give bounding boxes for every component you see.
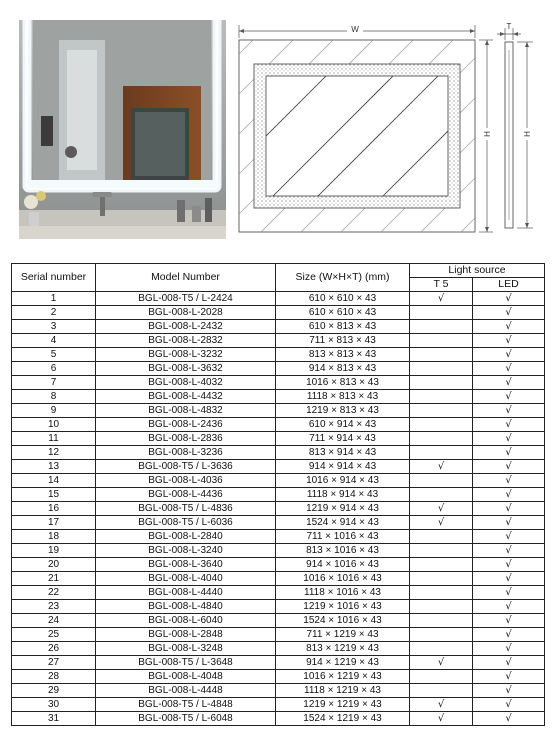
t5-check-cell [410, 376, 473, 390]
led-check-cell: √ [473, 516, 545, 530]
size-cell: 1016 × 1219 × 43 [276, 670, 410, 684]
product-photo [19, 20, 226, 239]
table-row [12, 530, 545, 544]
led-check-cell: √ [473, 306, 545, 320]
size-cell: 813 × 1016 × 43 [276, 544, 410, 558]
t5-check-cell [410, 474, 473, 488]
t5-check-cell: √ [410, 292, 473, 306]
led-check-cell: √ [473, 446, 545, 460]
table-row [12, 376, 545, 390]
t5-check-cell [410, 432, 473, 446]
specification-table [11, 263, 545, 726]
size-cell: 711 × 1219 × 43 [276, 628, 410, 642]
table-row [12, 558, 545, 572]
table-row [12, 404, 545, 418]
size-cell: 914 × 914 × 43 [276, 460, 410, 474]
model-cell: BGL-008-T5 / L-3636 [96, 460, 276, 474]
model-cell: BGL-008-L-4032 [96, 376, 276, 390]
serial-cell: 16 [12, 502, 96, 516]
table-row [12, 614, 545, 628]
table-row [12, 334, 545, 348]
table-row [12, 320, 545, 334]
size-cell: 1524 × 914 × 43 [276, 516, 410, 530]
model-cell: BGL-008-L-3632 [96, 362, 276, 376]
header-light-source: Light source [410, 264, 545, 278]
serial-cell: 2 [12, 306, 96, 320]
led-check-cell: √ [473, 600, 545, 614]
led-check-cell: √ [473, 404, 545, 418]
size-cell: 711 × 1016 × 43 [276, 530, 410, 544]
t5-check-cell: √ [410, 516, 473, 530]
table-body [12, 292, 545, 726]
header-size: Size (W×H×T) (mm) [276, 264, 410, 292]
t5-check-cell: √ [410, 698, 473, 712]
model-cell: BGL-008-T5 / L-6036 [96, 516, 276, 530]
size-cell: 1219 × 914 × 43 [276, 502, 410, 516]
serial-cell: 14 [12, 474, 96, 488]
t5-check-cell [410, 544, 473, 558]
footnote-cutoff [0, 736, 557, 744]
serial-cell: 30 [12, 698, 96, 712]
table-row [12, 544, 545, 558]
led-check-cell: √ [473, 628, 545, 642]
table-row [12, 460, 545, 474]
t5-check-cell [410, 684, 473, 698]
table-row [12, 418, 545, 432]
size-cell: 813 × 813 × 43 [276, 348, 410, 362]
size-cell: 1016 × 914 × 43 [276, 474, 410, 488]
t5-check-cell [410, 572, 473, 586]
t5-check-cell [410, 418, 473, 432]
model-cell: BGL-008-T5 / L-4848 [96, 698, 276, 712]
serial-cell: 4 [12, 334, 96, 348]
t5-check-cell [410, 348, 473, 362]
led-check-cell: √ [473, 460, 545, 474]
table-row [12, 502, 545, 516]
serial-cell: 11 [12, 432, 96, 446]
t5-check-cell [410, 614, 473, 628]
serial-cell: 25 [12, 628, 96, 642]
size-cell: 1118 × 1016 × 43 [276, 586, 410, 600]
model-cell: BGL-008-L-3240 [96, 544, 276, 558]
table-row [12, 698, 545, 712]
led-check-cell: √ [473, 376, 545, 390]
led-check-cell: √ [473, 614, 545, 628]
t5-check-cell [410, 530, 473, 544]
serial-cell: 10 [12, 418, 96, 432]
mirror-photo-illustration [19, 20, 226, 239]
t5-check-cell [410, 362, 473, 376]
table-row [12, 474, 545, 488]
serial-cell: 29 [12, 684, 96, 698]
table-row [12, 670, 545, 684]
size-cell: 1118 × 914 × 43 [276, 488, 410, 502]
size-cell: 1016 × 813 × 43 [276, 376, 410, 390]
serial-cell: 6 [12, 362, 96, 376]
height-label: H [483, 131, 492, 137]
model-cell: BGL-008-T5 / L-2424 [96, 292, 276, 306]
serial-cell: 7 [12, 376, 96, 390]
table-row [12, 642, 545, 656]
led-check-cell: √ [473, 586, 545, 600]
led-check-cell: √ [473, 684, 545, 698]
size-cell: 1524 × 1016 × 43 [276, 614, 410, 628]
serial-cell: 26 [12, 642, 96, 656]
model-cell: BGL-008-L-4436 [96, 488, 276, 502]
led-check-cell: √ [473, 292, 545, 306]
t5-check-cell [410, 306, 473, 320]
led-check-cell: √ [473, 362, 545, 376]
table-row [12, 488, 545, 502]
model-cell: BGL-008-L-2836 [96, 432, 276, 446]
size-cell: 914 × 813 × 43 [276, 362, 410, 376]
led-check-cell: √ [473, 390, 545, 404]
table-row [12, 656, 545, 670]
t5-check-cell [410, 670, 473, 684]
model-cell: BGL-008-T5 / L-3648 [96, 656, 276, 670]
header-model-number: Model Number [96, 264, 276, 292]
table-row [12, 362, 545, 376]
thickness-label: T [506, 22, 512, 31]
t5-check-cell [410, 642, 473, 656]
t5-check-cell [410, 404, 473, 418]
led-check-cell: √ [473, 474, 545, 488]
led-check-cell: √ [473, 418, 545, 432]
led-check-cell: √ [473, 488, 545, 502]
t5-check-cell [410, 600, 473, 614]
size-cell: 1219 × 1219 × 43 [276, 698, 410, 712]
led-check-cell: √ [473, 432, 545, 446]
led-check-cell: √ [473, 656, 545, 670]
serial-cell: 21 [12, 572, 96, 586]
model-cell: BGL-008-T5 / L-4836 [96, 502, 276, 516]
serial-cell: 3 [12, 320, 96, 334]
table-row [12, 712, 545, 726]
size-cell: 1118 × 1219 × 43 [276, 684, 410, 698]
table-row [12, 600, 545, 614]
model-cell: BGL-008-L-2028 [96, 306, 276, 320]
model-cell: BGL-008-L-4036 [96, 474, 276, 488]
led-check-cell: √ [473, 642, 545, 656]
led-check-cell: √ [473, 348, 545, 362]
header-serial-number: Serial number [12, 264, 96, 292]
size-cell: 711 × 914 × 43 [276, 432, 410, 446]
table-row [12, 390, 545, 404]
model-cell: BGL-008-L-2848 [96, 628, 276, 642]
size-cell: 610 × 610 × 43 [276, 292, 410, 306]
serial-cell: 22 [12, 586, 96, 600]
t5-check-cell: √ [410, 712, 473, 726]
led-check-cell: √ [473, 572, 545, 586]
serial-cell: 27 [12, 656, 96, 670]
size-cell: 914 × 1016 × 43 [276, 558, 410, 572]
table-row [12, 432, 545, 446]
model-cell: BGL-008-L-4432 [96, 390, 276, 404]
header-t5: T 5 [410, 278, 473, 292]
model-cell: BGL-008-L-3640 [96, 558, 276, 572]
t5-check-cell [410, 320, 473, 334]
model-cell: BGL-008-L-2832 [96, 334, 276, 348]
model-cell: BGL-008-L-3236 [96, 446, 276, 460]
t5-check-cell: √ [410, 502, 473, 516]
size-cell: 610 × 813 × 43 [276, 320, 410, 334]
serial-cell: 15 [12, 488, 96, 502]
led-check-cell: √ [473, 544, 545, 558]
t5-check-cell [410, 446, 473, 460]
serial-cell: 8 [12, 390, 96, 404]
table-row [12, 684, 545, 698]
serial-cell: 23 [12, 600, 96, 614]
t5-check-cell [410, 334, 473, 348]
size-cell: 1219 × 813 × 43 [276, 404, 410, 418]
size-cell: 1118 × 813 × 43 [276, 390, 410, 404]
model-cell: BGL-008-L-3232 [96, 348, 276, 362]
serial-cell: 17 [12, 516, 96, 530]
serial-cell: 31 [12, 712, 96, 726]
model-cell: BGL-008-L-3248 [96, 642, 276, 656]
serial-cell: 5 [12, 348, 96, 362]
model-cell: BGL-008-L-4832 [96, 404, 276, 418]
t5-check-cell: √ [410, 656, 473, 670]
serial-cell: 18 [12, 530, 96, 544]
table-row [12, 516, 545, 530]
table-row [12, 628, 545, 642]
size-cell: 1524 × 1219 × 43 [276, 712, 410, 726]
model-cell: BGL-008-L-2840 [96, 530, 276, 544]
t5-check-cell [410, 390, 473, 404]
technical-drawing [233, 20, 557, 239]
size-cell: 610 × 610 × 43 [276, 306, 410, 320]
t5-check-cell [410, 586, 473, 600]
model-cell: BGL-008-L-2432 [96, 320, 276, 334]
serial-cell: 13 [12, 460, 96, 474]
led-check-cell: √ [473, 320, 545, 334]
t5-check-cell [410, 488, 473, 502]
led-check-cell: √ [473, 530, 545, 544]
width-label: W [351, 25, 359, 34]
led-check-cell: √ [473, 712, 545, 726]
led-check-cell: √ [473, 558, 545, 572]
serial-cell: 28 [12, 670, 96, 684]
size-cell: 610 × 914 × 43 [276, 418, 410, 432]
led-check-cell: √ [473, 698, 545, 712]
model-cell: BGL-008-L-4048 [96, 670, 276, 684]
size-cell: 711 × 813 × 43 [276, 334, 410, 348]
size-cell: 813 × 1219 × 43 [276, 642, 410, 656]
header-led: LED [473, 278, 545, 292]
model-cell: BGL-008-L-4440 [96, 586, 276, 600]
size-cell: 813 × 914 × 43 [276, 446, 410, 460]
table-row [12, 572, 545, 586]
model-cell: BGL-008-L-4040 [96, 572, 276, 586]
led-check-cell: √ [473, 334, 545, 348]
t5-check-cell [410, 558, 473, 572]
size-cell: 1219 × 1016 × 43 [276, 600, 410, 614]
t5-check-cell: √ [410, 460, 473, 474]
model-cell: BGL-008-L-2436 [96, 418, 276, 432]
serial-cell: 24 [12, 614, 96, 628]
serial-cell: 9 [12, 404, 96, 418]
table-row [12, 306, 545, 320]
serial-cell: 1 [12, 292, 96, 306]
serial-cell: 12 [12, 446, 96, 460]
table-row [12, 348, 545, 362]
mirror-dimension-drawing [233, 20, 557, 239]
model-cell: BGL-008-L-4840 [96, 600, 276, 614]
serial-cell: 19 [12, 544, 96, 558]
table-row [12, 586, 545, 600]
serial-cell: 20 [12, 558, 96, 572]
led-check-cell: √ [473, 502, 545, 516]
table-row [12, 446, 545, 460]
t5-check-cell [410, 628, 473, 642]
model-cell: BGL-008-L-6040 [96, 614, 276, 628]
table-row [12, 292, 545, 306]
model-cell: BGL-008-T5 / L-6048 [96, 712, 276, 726]
side-height-label: H [523, 131, 532, 137]
led-check-cell: √ [473, 670, 545, 684]
model-cell: BGL-008-L-4448 [96, 684, 276, 698]
size-cell: 1016 × 1016 × 43 [276, 572, 410, 586]
size-cell: 914 × 1219 × 43 [276, 656, 410, 670]
